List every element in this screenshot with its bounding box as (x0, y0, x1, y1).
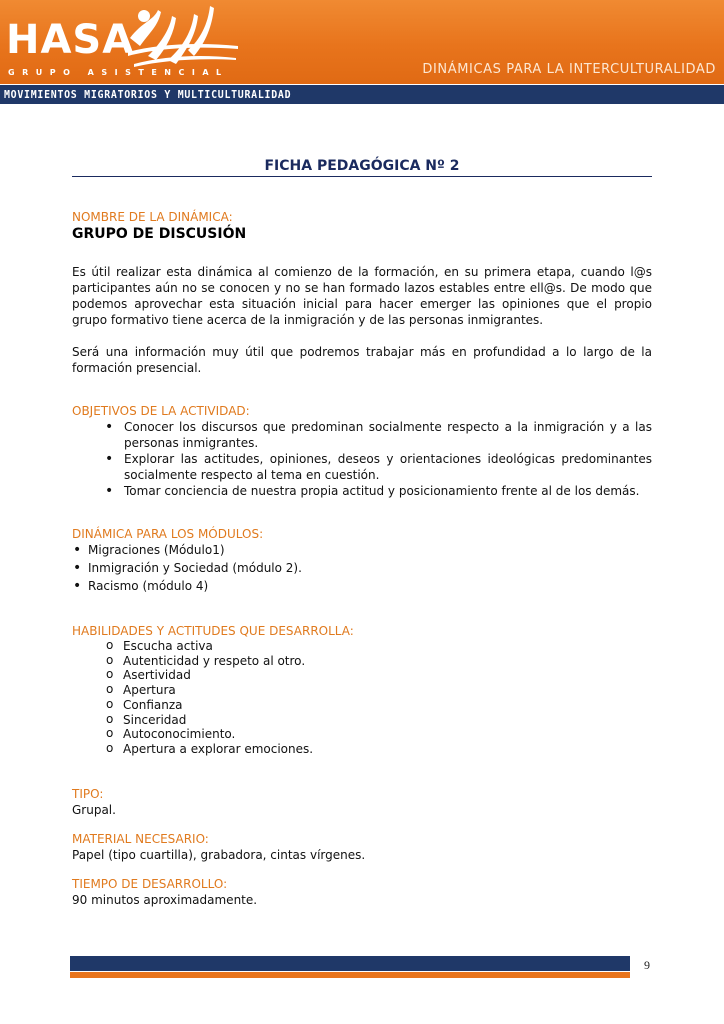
section-band-text: MOVIMIENTOS MIGRATORIOS Y MULTICULTURALIDAD (4, 88, 292, 101)
dynamic-name: GRUPO DE DISCUSIÓN (72, 226, 247, 242)
intro-paragraph-1: Es útil realizar esta dinámica al comienzo de la formación, en su primera etapa, cuando l@s participantes aún no se conocen y no se han formado lazos estables entre ell@s. De modo que podemos aprovechar esta situación inicial para hacer emerger las opiniones que el propio grupo formativo tiene acerca de la inmigración y de las personas inmigrantes. (72, 265, 652, 327)
material-value: Papel (tipo cuartilla), grabadora, cintas vírgenes. (72, 847, 366, 862)
list-item: • Inmigración y Sociedad (módulo 2). (72, 560, 652, 576)
objectives-list (72, 419, 652, 499)
list-item: o Autenticidad y respeto al otro. (72, 654, 652, 669)
list-item: o Asertividad (72, 668, 652, 683)
list-item: • Migraciones (Módulo1) (72, 542, 652, 558)
list-item: • Conocer los discursos que predominan socialmente respecto a la inmigración y a las personas inmigrantes. (72, 419, 652, 451)
modules-label: DINÁMICA PARA LOS MÓDULOS: (72, 527, 264, 541)
name-label: NOMBRE DE LA DINÁMICA: (72, 210, 233, 224)
list-item: o Escucha activa (72, 639, 652, 654)
list-item: o Confianza (72, 698, 652, 713)
skills-list (72, 639, 652, 757)
logo-text: HASA (6, 17, 135, 63)
objectives-label: OBJETIVOS DE LA ACTIVIDAD: (72, 404, 250, 418)
intro-paragraph-2: Será una información muy útil que podremos trabajar más en profundidad a lo largo de la formación presencial. (72, 345, 652, 375)
type-label: TIPO: (72, 786, 104, 801)
skills-label: HABILIDADES Y ACTITUDES QUE DESARROLLA: (72, 624, 354, 638)
footer-band-orange (70, 972, 630, 978)
modules-list (72, 542, 652, 594)
list-item: o Sinceridad (72, 713, 652, 728)
page-title: FICHA PEDAGÓGICA Nº 2 (72, 158, 652, 177)
type-value: Grupal. (72, 802, 116, 817)
time-value: 90 minutos aproximadamente. (72, 892, 258, 907)
list-item: o Apertura (72, 683, 652, 698)
header-title: DINÁMICAS PARA LA INTERCULTURALIDAD (422, 62, 716, 77)
material-label: MATERIAL NECESARIO: (72, 831, 209, 846)
logo-figures-icon (128, 2, 240, 74)
footer-band-navy (70, 956, 630, 971)
header-band (0, 0, 724, 84)
document-body (72, 150, 652, 908)
page-number: 9 (644, 958, 650, 972)
time-label: TIEMPO DE DESARROLLO: (72, 876, 228, 891)
section-band (0, 85, 724, 104)
list-item: o Autoconocimiento. (72, 727, 652, 742)
list-item: • Racismo (módulo 4) (72, 578, 652, 594)
list-item: o Apertura a explorar emociones. (72, 742, 652, 757)
logo-subtitle: GRUPO ASISTENCIAL (8, 68, 229, 77)
list-item: • Explorar las actitudes, opiniones, deseos y orientaciones ideológicas predominantes socialmente respecto al tema en cuestión. (72, 451, 652, 483)
list-item: • Tomar conciencia de nuestra propia actitud y posicionamiento frente al de los demás. (72, 483, 652, 499)
